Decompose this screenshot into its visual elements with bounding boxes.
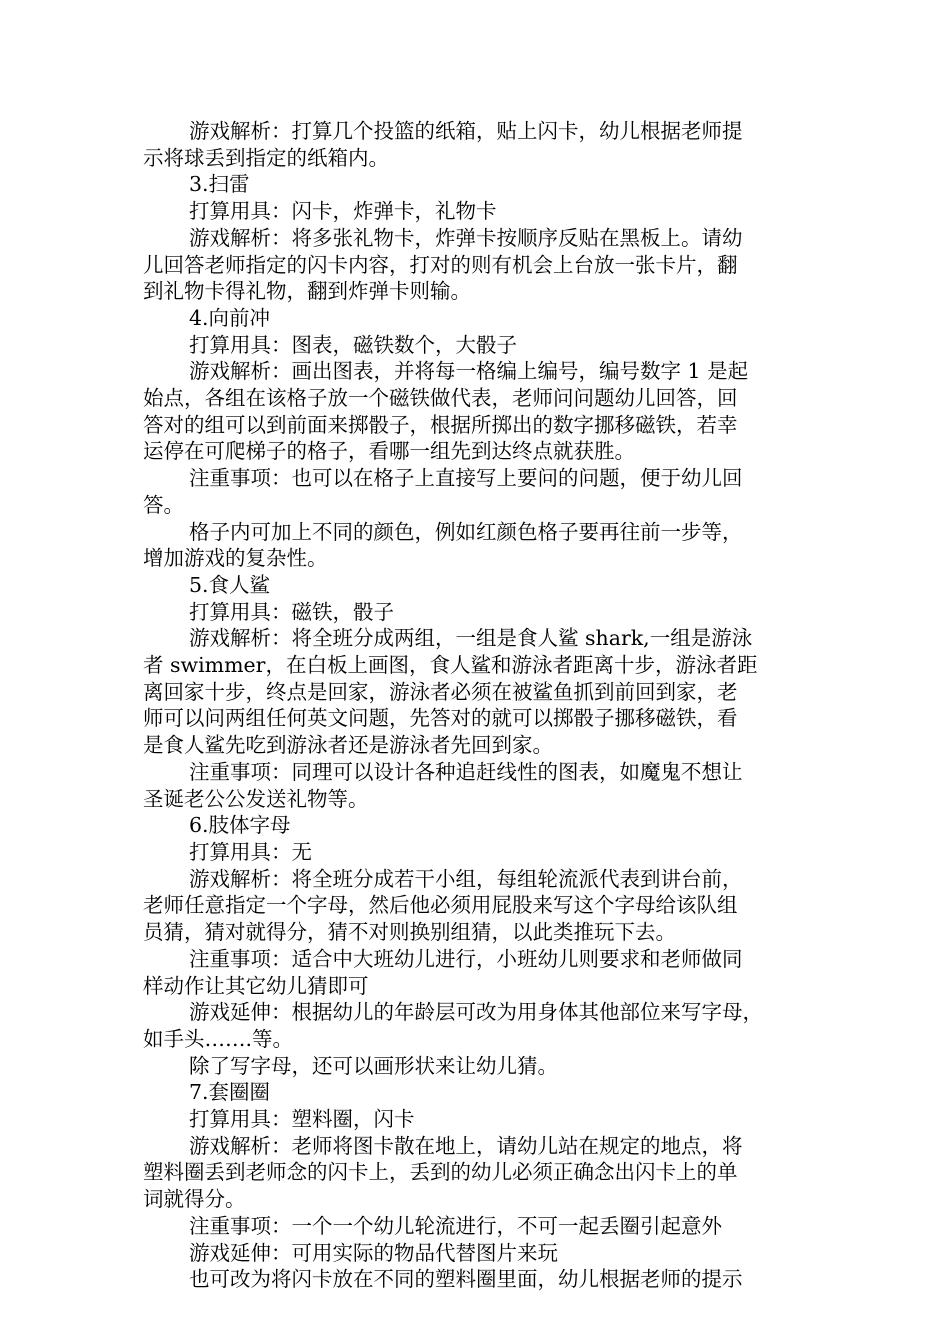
paragraph-line: 增加游戏的复杂性。 <box>143 546 328 571</box>
paragraph-line: 游戏延伸：可用实际的物品代替图片来玩 <box>189 1240 558 1265</box>
paragraph-line: 游戏解析：将全班分成两组，一组是食人鲨 shark,一组是游泳 <box>189 626 753 651</box>
paragraph-line: 打算用具：无 <box>189 839 312 864</box>
paragraph-line: 圣诞老公公发送礼物等。 <box>143 786 369 811</box>
paragraph-line: 打算用具：磁铁，骰子 <box>189 599 394 624</box>
paragraph-line: 注重事项：一个一个幼儿轮流进行，不可一起丢圈引起意外 <box>189 1213 722 1238</box>
paragraph-line: 游戏延伸：根据幼儿的年龄层可改为用身体其他部位来写字母， <box>189 1000 763 1025</box>
paragraph-line: 游戏解析：打算几个投篮的纸箱，贴上闪卡，幼儿根据老师提 <box>189 119 743 143</box>
heading-text: 7.套圈圈 <box>189 1080 271 1105</box>
paragraph-line: 运停在可爬梯子的格子，看哪一组先到达终点就获胜。 <box>143 439 635 464</box>
paragraph-line: 注重事项：也可以在格子上直接写上要问的问题，便于幼儿回 <box>189 466 743 491</box>
paragraph <box>143 866 812 946</box>
paragraph-line: 样动作让其它幼儿猜即可 <box>143 973 369 998</box>
paragraph-line: 答。 <box>143 492 184 517</box>
paragraph-line: 离回家十步，终点是回家，游泳者必须在被鲨鱼抓到前回到家，老 <box>143 679 738 704</box>
paragraph <box>143 839 812 866</box>
paragraph-line: 注重事项：适合中大班幼儿进行，小班幼儿则要求和老师做同 <box>189 946 743 971</box>
heading-text: 5.食人鲨 <box>189 572 271 597</box>
paragraph-line: 也可改为将闪卡放在不同的塑料圈里面，幼儿根据老师的提示 <box>189 1267 743 1292</box>
section-heading <box>143 572 812 599</box>
paragraph <box>143 1240 812 1267</box>
paragraph <box>143 198 812 225</box>
paragraph-line: 老师任意指定一个字母，然后他必须用屁股来写这个字母给该队组 <box>143 893 738 918</box>
paragraph-line: 游戏解析：老师将图卡散在地上，请幼儿站在规定的地点，将 <box>189 1133 743 1158</box>
section-heading <box>143 812 812 839</box>
paragraph-line: 如手头…….等。 <box>143 1026 294 1051</box>
paragraph <box>143 1213 812 1240</box>
paragraph <box>143 519 812 572</box>
paragraph-line: 格子内可加上不同的颜色，例如红颜色格子要再往前一步等， <box>189 519 743 544</box>
heading-text: 3.扫雷 <box>189 172 250 197</box>
paragraph-line: 者 swimmer，在白板上画图，食人鲨和游泳者距离十步，游泳者距 <box>143 653 758 678</box>
paragraph-line: 是食人鲨先吃到游泳者还是游泳者先回到家。 <box>143 733 553 758</box>
paragraph <box>143 759 812 812</box>
paragraph-line: 塑料圈丢到老师念的闪卡上，丢到的幼儿必须正确念出闪卡上的单 <box>143 1160 738 1185</box>
paragraph-line: 打算用具：闪卡，炸弹卡，礼物卡 <box>189 199 497 224</box>
document-body <box>143 118 812 1293</box>
section-heading <box>143 1079 812 1106</box>
paragraph <box>143 1106 812 1133</box>
paragraph-line: 游戏解析：将多张礼物卡，炸弹卡按顺序反贴在黑板上。请幼 <box>189 225 743 250</box>
heading-text: 6.肢体字母 <box>189 813 291 838</box>
paragraph-line: 游戏解析：将全班分成若干小组，每组轮流派代表到讲台前， <box>189 866 743 891</box>
paragraph <box>143 1133 812 1213</box>
paragraph <box>143 1053 812 1080</box>
section-heading <box>143 171 812 198</box>
paragraph <box>143 1266 812 1293</box>
paragraph-line: 注重事项：同理可以设计各种追赶线性的图表，如魔鬼不想让 <box>189 759 743 784</box>
paragraph <box>143 625 812 759</box>
heading-text: 4.向前冲 <box>189 305 271 330</box>
paragraph <box>143 225 812 305</box>
paragraph-line: 除了写字母，还可以画形状来让幼儿猜。 <box>189 1053 558 1078</box>
paragraph-line: 员猜，猜对就得分，猜不对则换别组猜，以此类推玩下去。 <box>143 920 676 945</box>
paragraph-line: 示将球丢到指定的纸箱内。 <box>143 145 389 170</box>
paragraph-line: 答对的组可以到前面来掷骰子，根据所掷出的数字挪移磁铁，若幸 <box>143 412 738 437</box>
paragraph-line: 打算用具：塑料圈，闪卡 <box>189 1107 415 1132</box>
paragraph-line: 到礼物卡得礼物，翻到炸弹卡则输。 <box>143 279 471 304</box>
section-heading <box>143 305 812 332</box>
paragraph <box>143 946 812 999</box>
paragraph-line: 打算用具：图表，磁铁数个，大骰子 <box>189 332 517 357</box>
paragraph <box>143 332 812 359</box>
paragraph <box>143 358 812 465</box>
paragraph <box>143 999 812 1052</box>
paragraph <box>143 118 812 171</box>
paragraph-line: 师可以问两组任何英文问题，先答对的就可以掷骰子挪移磁铁，看 <box>143 706 738 731</box>
paragraph-line: 游戏解析：画出图表，并将每一格编上编号，编号数字 1 是起 <box>189 359 749 384</box>
paragraph-line: 始点，各组在该格子放一个磁铁做代表，老师问问题幼儿回答，回 <box>143 386 738 411</box>
paragraph-line: 儿回答老师指定的闪卡内容，打对的则有机会上台放一张卡片，翻 <box>143 252 738 277</box>
paragraph <box>143 465 812 518</box>
paragraph-line: 词就得分。 <box>143 1187 246 1212</box>
paragraph <box>143 599 812 626</box>
